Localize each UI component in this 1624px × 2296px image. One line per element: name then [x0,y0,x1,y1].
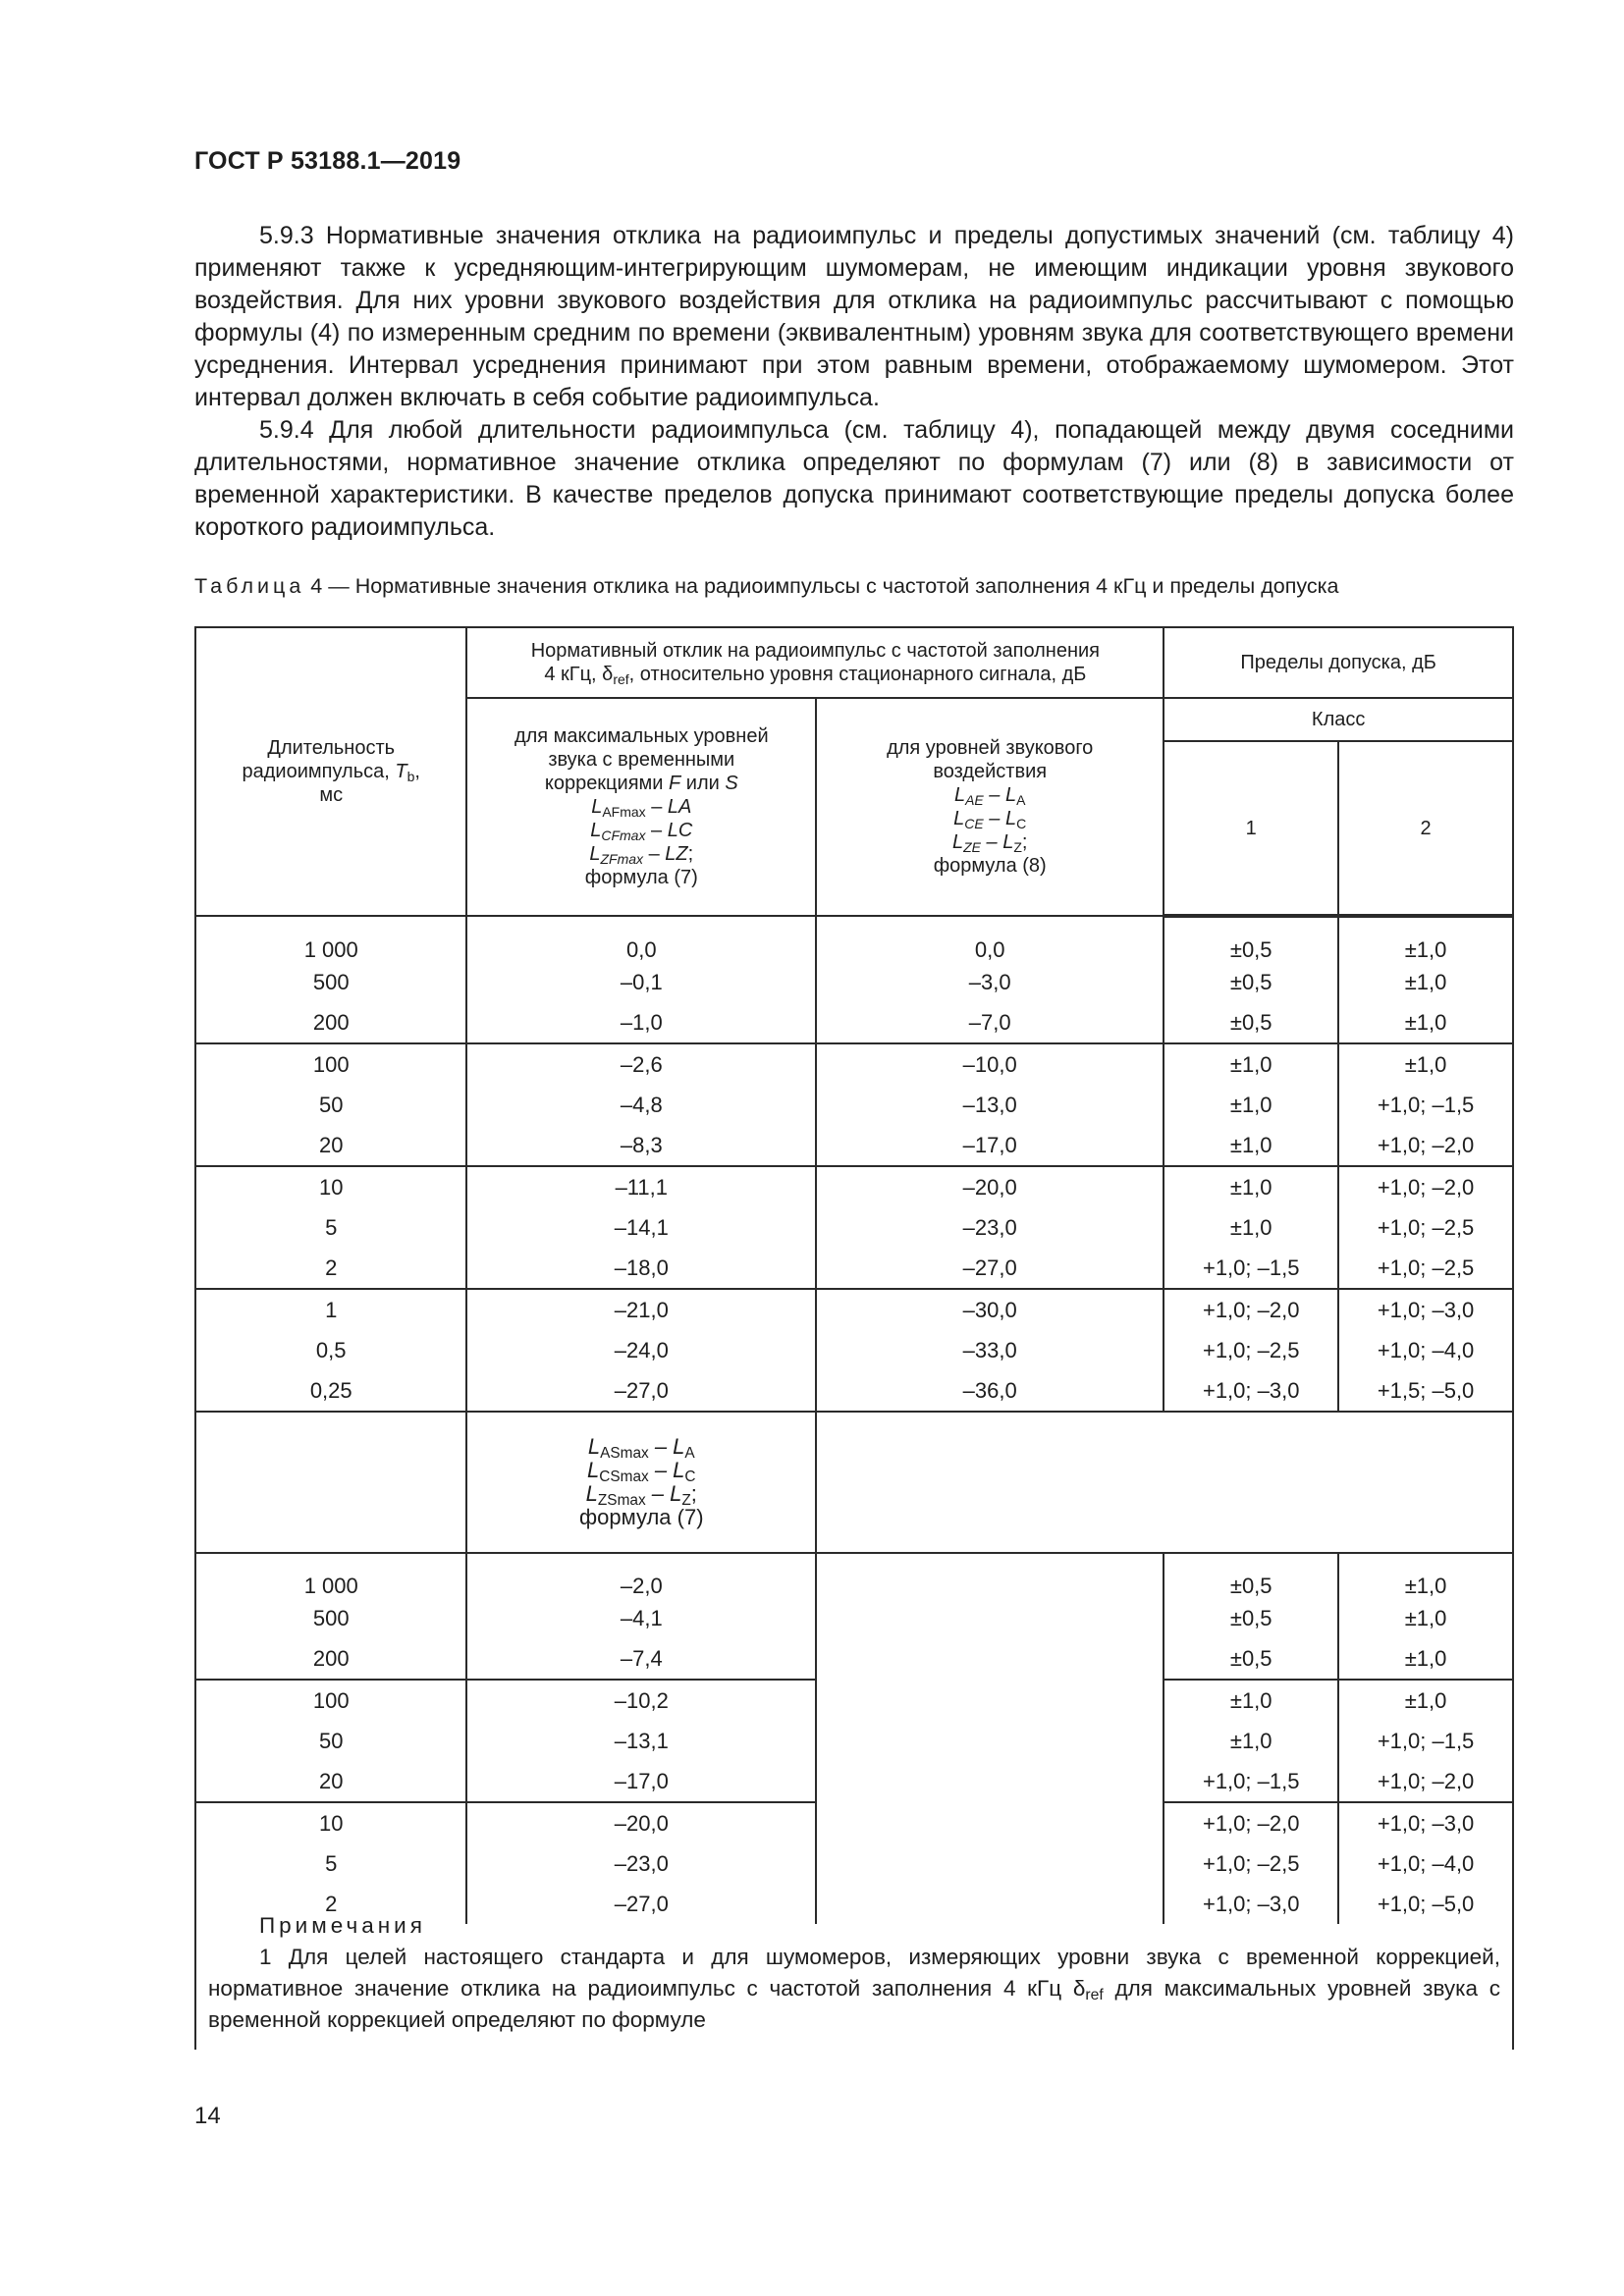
note-1: 1 Для целей настоящего стандарта и для шумомеров, измеряющих уровни звука с временной коррекцией, нормативное значение отклика на радиоимпульс с частотой заполнения 4 кГц $\delta_{ref}$ для максимальных уровней звука с временной коррекцией определяют по формуле [208,1945,1500,2032]
table-caption-label: Таблица [194,574,305,598]
class-2-tolerance-cell: +1,0; –1,5 [1338,1085,1513,1125]
duration-cell: 1 000 [195,916,466,962]
class-1-tolerance-cell: ±1,0 [1164,1085,1338,1125]
class-1-tolerance-cell: ±1,0 [1164,1166,1338,1207]
class-1-tolerance-cell: +1,0; –3,0 [1164,1370,1338,1412]
class-2-tolerance-cell: +1,0; –3,0 [1338,1802,1513,1843]
table-row [195,1002,1513,1043]
table-section-2 [195,1553,1513,1924]
duration-cell: 50 [195,1085,466,1125]
max-response-cell: –11,1 [466,1166,816,1207]
class-2-tolerance-cell: ±1,0 [1338,1002,1513,1043]
exposure-response-cell: –23,0 [816,1207,1164,1248]
header-class: Класс [1164,698,1513,741]
table-row [195,1248,1513,1289]
max-response-cell: –2,0 [466,1553,816,1598]
class-1-tolerance-cell: +1,0; –3,0 [1164,1884,1338,1924]
exposure-response-cell: –3,0 [816,962,1164,1002]
header-class-1: 1 [1164,741,1338,916]
exposure-blank-cell [816,1553,1164,1924]
class-2-tolerance-cell: +1,5; –5,0 [1338,1370,1513,1412]
class-2-tolerance-cell: +1,0; –3,0 [1338,1289,1513,1330]
class-2-tolerance-cell: ±1,0 [1338,962,1513,1002]
duration-cell: 0,5 [195,1330,466,1370]
class-2-tolerance-cell: ±1,0 [1338,1553,1513,1598]
duration-cell: 20 [195,1125,466,1166]
max-response-cell: –1,0 [466,1002,816,1043]
table-row [195,1166,1513,1207]
class-1-tolerance-cell: +1,0; –1,5 [1164,1248,1338,1289]
duration-cell: 0,25 [195,1370,466,1412]
max-response-cell: –17,0 [466,1761,816,1802]
header-duration: Длительность радиоимпульса, $T_b$, мс [195,627,466,916]
exposure-response-cell: –17,0 [816,1125,1164,1166]
class-2-tolerance-cell: +1,0; –2,5 [1338,1207,1513,1248]
max-response-cell: –18,0 [466,1248,816,1289]
page-number: 14 [194,2103,221,2129]
class-2-tolerance-cell: +1,0; –2,0 [1338,1166,1513,1207]
exposure-response-cell: –7,0 [816,1002,1164,1043]
table-section-1 [195,916,1513,1412]
duration-cell: 10 [195,1166,466,1207]
class-2-tolerance-cell: ±1,0 [1338,1680,1513,1721]
class-2-tolerance-cell: +1,0; –4,0 [1338,1330,1513,1370]
class-1-tolerance-cell: ±1,0 [1164,1125,1338,1166]
class-2-tolerance-cell: ±1,0 [1338,1598,1513,1638]
duration-cell: 2 [195,1884,466,1924]
subheader-blank-cell [195,1412,466,1553]
table-notes [194,1910,1514,2050]
duration-cell: 50 [195,1721,466,1761]
header-tolerance: Пределы допуска, дБ [1164,627,1513,698]
duration-cell: 5 [195,1207,466,1248]
class-1-tolerance-cell: +1,0; –2,5 [1164,1843,1338,1884]
class-1-tolerance-cell: ±1,0 [1164,1680,1338,1721]
max-response-cell: –0,1 [466,962,816,1002]
max-response-cell: –21,0 [466,1289,816,1330]
duration-cell: 10 [195,1802,466,1843]
max-response-cell: –14,1 [466,1207,816,1248]
max-response-cell: –8,3 [466,1125,816,1166]
max-response-cell: –23,0 [466,1843,816,1884]
class-1-tolerance-cell: ±0,5 [1164,962,1338,1002]
duration-cell: 500 [195,962,466,1002]
duration-cell: 200 [195,1638,466,1680]
exposure-response-cell: –10,0 [816,1043,1164,1085]
subheader-empty-span [816,1412,1513,1553]
class-2-tolerance-cell: ±1,0 [1338,1043,1513,1085]
duration-cell: 2 [195,1248,466,1289]
table-header-row [195,627,1513,698]
class-1-tolerance-cell: ±0,5 [1164,1638,1338,1680]
table-row [195,1043,1513,1085]
table-row [195,1330,1513,1370]
class-2-tolerance-cell: +1,0; –4,0 [1338,1843,1513,1884]
header-max-levels: для максимальных уровней звука с временными коррекциями F или S $L_{AFmax}$ – LA $L_{CFmax}$ – LC $L_{ZFmax}$ – LZ; формула (7) [466,698,816,916]
table-row [195,1125,1513,1166]
duration-cell: 100 [195,1680,466,1721]
header-normative-response: Нормативный отклик на радиоимпульс с частотой заполнения 4 кГц, $\delta_{ref}$, относительно уровня стационарного сигнала, дБ [466,627,1164,698]
table-row [195,1085,1513,1125]
class-1-tolerance-cell: ±1,0 [1164,1043,1338,1085]
max-response-cell: –7,4 [466,1638,816,1680]
class-2-tolerance-cell: +1,0; –1,5 [1338,1721,1513,1761]
duration-cell: 100 [195,1043,466,1085]
class-1-tolerance-cell: ±1,0 [1164,1721,1338,1761]
exposure-response-cell: –27,0 [816,1248,1164,1289]
max-response-cell: –27,0 [466,1370,816,1412]
class-1-tolerance-cell: ±1,0 [1164,1207,1338,1248]
max-response-cell: –13,1 [466,1721,816,1761]
max-response-cell: –4,1 [466,1598,816,1638]
response-table [194,626,1514,1924]
duration-cell: 1 000 [195,1553,466,1598]
table-row [195,1370,1513,1412]
class-1-tolerance-cell: +1,0; –1,5 [1164,1761,1338,1802]
class-2-tolerance-cell: +1,0; –2,0 [1338,1125,1513,1166]
class-2-tolerance-cell: +1,0; –2,5 [1338,1248,1513,1289]
body-text [194,220,1514,544]
table-row [195,916,1513,962]
class-2-tolerance-cell: +1,0; –5,0 [1338,1884,1513,1924]
exposure-response-cell: –36,0 [816,1370,1164,1412]
class-1-tolerance-cell: +1,0; –2,0 [1164,1802,1338,1843]
max-response-cell: –27,0 [466,1884,816,1924]
exposure-response-cell: 0,0 [816,916,1164,962]
max-response-cell: 0,0 [466,916,816,962]
table-caption [194,572,1514,600]
table-subheader-row [195,1412,1513,1553]
exposure-response-cell: –33,0 [816,1330,1164,1370]
class-2-tolerance-cell: ±1,0 [1338,916,1513,962]
max-response-cell: –24,0 [466,1330,816,1370]
class-1-tolerance-cell: ±0,5 [1164,1598,1338,1638]
class-1-tolerance-cell: ±0,5 [1164,1002,1338,1043]
table-row [195,1289,1513,1330]
duration-cell: 200 [195,1002,466,1043]
max-response-cell: –4,8 [466,1085,816,1125]
class-1-tolerance-cell: ±0,5 [1164,916,1338,962]
header-class-2: 2 [1338,741,1513,916]
table-caption-text: 4 — Нормативные значения отклика на радиоимпульсы с частотой заполнения 4 кГц и пределы допуска [310,574,1339,598]
exposure-response-cell: –30,0 [816,1289,1164,1330]
exposure-response-cell: –13,0 [816,1085,1164,1125]
header-exposure-levels: для уровней звукового воздействия $L_{AE} - L_A$ $L_{CE} - L_C$ $L_{ZE} - L_Z$; формула (8) [816,698,1164,916]
class-2-tolerance-cell: ±1,0 [1338,1638,1513,1680]
paragraph-5-9-4: 5.9.4 Для любой длительности радиоимпульса (см. таблицу 4), попадающей между двумя соседними длительностями, нормативное значение отклика определяют по формулам (7) или (8) в зависимости от временной характеристики. В качестве пределов допуска принимают соответствующие пределы допуска более короткого радиоимпульса. [194,416,1514,541]
class-1-tolerance-cell: +1,0; –2,5 [1164,1330,1338,1370]
notes-title: Примечания [259,1913,426,1938]
class-2-tolerance-cell: +1,0; –2,0 [1338,1761,1513,1802]
duration-cell: 5 [195,1843,466,1884]
duration-cell: 1 [195,1289,466,1330]
class-1-tolerance-cell: ±0,5 [1164,1553,1338,1598]
duration-cell: 500 [195,1598,466,1638]
class-1-tolerance-cell: +1,0; –2,0 [1164,1289,1338,1330]
table-row [195,962,1513,1002]
max-response-cell: –10,2 [466,1680,816,1721]
table-row [195,1207,1513,1248]
exposure-response-cell: –20,0 [816,1166,1164,1207]
document-id: ГОСТ Р 53188.1—2019 [194,147,461,175]
subheader-formula-cell: $L_{ASmax} - L_A$ $L_{CSmax} - L_C$ $L_{ZSmax} - L_Z$; формула (7) [466,1412,816,1553]
duration-cell: 20 [195,1761,466,1802]
max-response-cell: –2,6 [466,1043,816,1085]
max-response-cell: –20,0 [466,1802,816,1843]
table-row [195,1553,1513,1598]
paragraph-5-9-3: 5.9.3 Нормативные значения отклика на радиоимпульс и пределы допустимых значений (см. таблицу 4) применяют также к усредняющим-интегрирующим шумомерам, не имеющим индикации уровня звукового воздействия. Для них уровни звукового воздействия для отклика на радиоимпульс рассчитывают с помощью формулы (4) по измеренным средним по времени (эквивалентным) уровням звука для соответствующего времени усреднения. Интервал усреднения принимают при этом равным времени, отображаемому шумомером. Этот интервал должен включать в себя событие радиоимпульса. [194,222,1514,411]
